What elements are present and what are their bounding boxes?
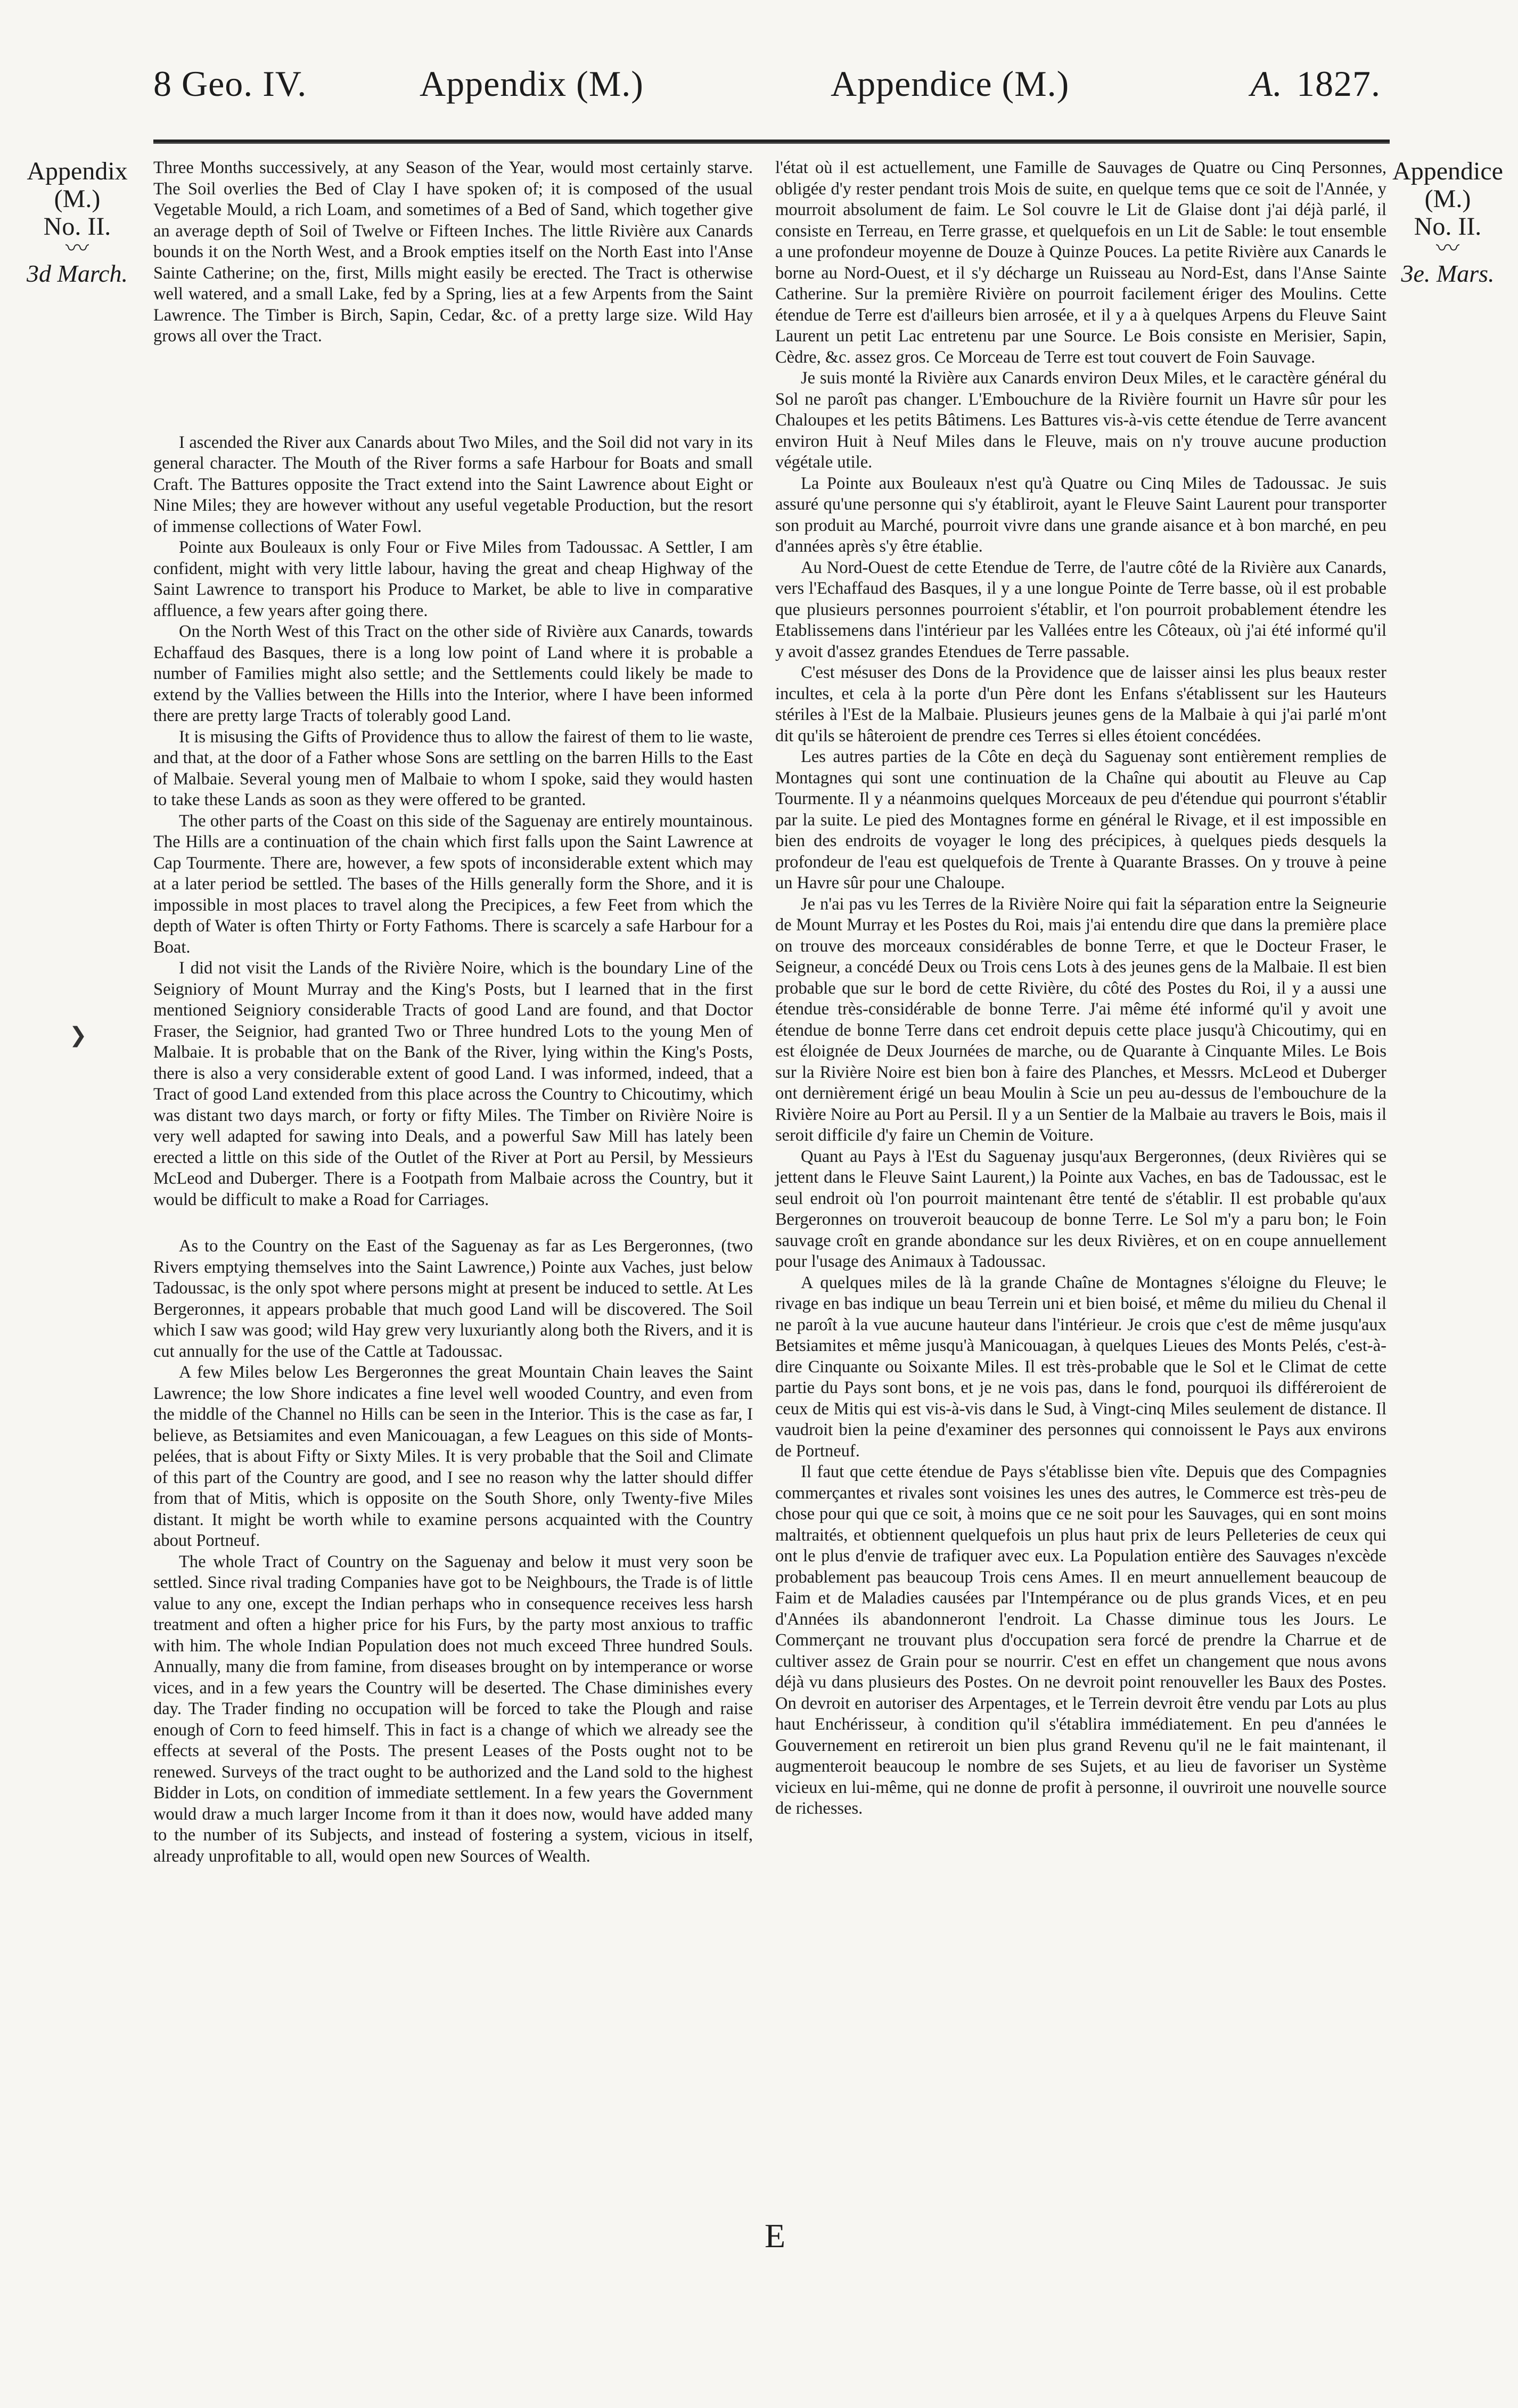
- paragraph: The other parts of the Coast on this side of the Saguenay are entirely mountainous. The Hills are a continuation of the chain which first falls upon the Saint Lawrence at Cap Tourmente. There are, however, a few spots of inconsiderable extent which may at a later period be settled. The bases of the Hills generally form the Shore, and it is impossible in most places to travel along the Precipices, a few Feet from which the depth of Water is often Thirty or Forty Fathoms. There is scarcely a safe Harbour for a Boat.: [153, 811, 753, 957]
- paragraph: Je suis monté la Rivière aux Canards environ Deux Miles, et le caractère général du Sol ne paroît pas changer. L'Embouchure de la Rivière fournit un Havre sûr pour les Chaloupes et les petits Bâtimens. Les Battures vis-à-vis cette étendue de Terre avancent environ Huit à Neuf Miles dans le Fleuve, mais on n'y trouve aucune production végétale utile.: [775, 368, 1386, 472]
- appendix-title-fr: Appendice (M.): [831, 63, 1070, 104]
- margin-appendice-letter: (M.): [1424, 185, 1471, 213]
- paragraph: A quelques miles de là la grande Chaîne de Montagnes s'éloigne du Fleuve; le rivage en bas indique un beau Terrein uni et bien boisé, et même du milieu du Chenal il ne paroît à la vue aucune hauteur dans l'intérieur. Je crois que c'est de même jusqu'aux Betsiamites et même jusqu'à Manicouagan, à quelques Lieues des Monts Pelés, c'est-à-dire Cinquante ou Soixante Miles. Il est très-probable que le Sol et le Climat de cette partie du Pays sont bons, et je ne vois pas, dans le fond, pourquoi ils différeroient de ceux de Mitis qui est vis-à-vis dans le Sud, à Vingt-cinq Miles seulement de distance. Il vaudroit bien la peine d'examiner des personnes qui connoissent le Pays aux environs de Portneuf.: [775, 1273, 1386, 1461]
- margin-date: 3e. Mars.: [1401, 260, 1495, 287]
- year-value: 1827.: [1297, 63, 1381, 104]
- english-column: [153, 158, 753, 1867]
- paragraph: The whole Tract of Country on the Saguenay and below it must very soon be settled. Since rival trading Companies have got to be Neighbours, the Trade is of little value to any one, except the Indian perhaps who in consequence receives less harsh treatment and often a higher price for his Furs, by the party most anxious to traffic with him. The whole Indian Population does not much exceed Three hundred Souls. Annually, many die from famine, from diseases brought on by intemperance or worse vices, and in a few years the Country will be deserted. The Chase diminishes every day. The Trader finding no occupation will be forced to take the Plough and raise enough of Corn to feed himself. This in fact is a change of which we already see the effects at several of the Posts. The present Leases of the Posts ought not to be renewed. Surveys of the tract ought to be authorized and the Land sold to the highest Bidder in Lots, on condition of immediate settlement. In a few years the Government would draw a much larger Income from it than it does now, would have added many to the number of its Subjects, and instead of fostering a system, vicious in itself, already unprofitable to all, would open new Sources of Wealth.: [153, 1552, 753, 1866]
- paragraph: As to the Country on the East of the Saguenay as far as Les Bergeronnes, (two Rivers emptying themselves into the Saint Lawrence,) Pointe aux Vaches, just below Tadoussac, is the only spot where persons might at present be induced to settle. At Les Bergeronnes, it appears probable that much good Land will be discovered. The Soil which I saw was good; wild Hay grew very luxuriantly along both the Rivers, and it is cut annually for the use of the Cattle at Tadoussac.: [153, 1236, 753, 1361]
- paragraph: It is misusing the Gifts of Providence thus to allow the fairest of them to lie waste, and that, at the door of a Father whose Sons are settling on the barren Hills to the East of Malbaie. Several young men of Malbaie to whom I spoke, said they would hasten to take these Lands as soon as they were offered to be granted.: [153, 727, 753, 809]
- paragraph: l'état où il est actuellement, une Famille de Sauvages de Quatre ou Cinq Personnes, obligée d'y rester pendant trois Mois de suite, en quelque tems que ce soit de l'Année, y mourroit absolument de faim. Le Sol couvre le Lit de Glaise dont j'ai déjà parlé, il consiste en Terreau, en Terre grasse, et quelquefois en un Lit de Sable: le tout ensemble a une profondeur moyenne de Douze à Quinze Pouces. La petite Rivière aux Canards le borne au Nord-Ouest, et il s'y décharge un Ruisseau au Nord-Est, dans l'Anse Sainte Catherine. Sur la première Rivière on pourroit facilement ériger des Moulins. Cette étendue de Terre est d'ailleurs bien arrosée, et il y a à quelques Arpens du Fleuve Saint Laurent un petit Lac entretenu par une Source. Le Bois consiste en Merisier, Sapin, Cèdre, &c. assez gros. Ce Morceau de Terre est tout couvert de Foin Sauvage.: [775, 158, 1386, 367]
- header-rule: [153, 140, 1390, 144]
- paragraph: On the North West of this Tract on the other side of Rivière aux Canards, towards Echaffaud des Basques, there is a long low point of Land where it is probable a number of Families might also settle; and the Settlements could likely be made to extend by the Vallies between the Hills into the Interior, where I have been informed there are pretty large Tracts of tolerably good Land.: [153, 622, 753, 725]
- margin-date: 3d March.: [27, 260, 128, 287]
- paragraph: I ascended the River aux Canards about Two Miles, and the Soil did not vary in its general character. The Mouth of the River forms a safe Harbour for Boats and small Craft. The Battures opposite the Tract extend into the Saint Lawrence about Eight or Nine Miles; they are however without any useful vegetable Production, but the resort of immense collections of Water Fowl.: [153, 432, 753, 536]
- page-year: [1250, 63, 1381, 105]
- paragraph: Quant au Pays à l'Est du Saguenay jusqu'aux Bergeronnes, (deux Rivières qui se jettent dans le Fleuve Saint Laurent,) la Pointe aux Vaches, en bas de Tadoussac, est le seul endroit où l'on pourroit maintenant être tenté de s'établir. Il est probable qu'aux Bergeronnes on trouveroit beaucoup de bonne Terre. Le Sol m'y a paru bon; le Foin sauvage croît en grande abondance sur les deux Rivières, et on en coupe annuellement pour l'usage des Animaux à Tadoussac.: [775, 1146, 1386, 1271]
- margin-appendix-letter: (M.): [54, 185, 101, 213]
- signature-mark: E: [765, 2217, 786, 2255]
- margin-appendice-number: No. II.: [1414, 212, 1482, 241]
- paragraph: Les autres parties de la Côte en deçà du Saguenay sont entièrement remplies de Montagnes qui sont une continuation de la Chaîne qui aboutit au Fleuve au Cap Tourmente. Il y a néanmoins quelques Morceaux de peu d'étendue qui pourront s'établir par la suite. Le pied des Montagnes forme en général le Rivage, et il est impossible en bien des endroits de voyager le long des précipices, à quelques pieds desquels la profondeur de l'eau est quelquefois de Trente à Quarante Brasses. On y trouve à peine un Havre sûr pour une Chaloupe.: [775, 747, 1386, 892]
- margin-note-left: [16, 158, 138, 288]
- appendix-title-en: Appendix (M.): [420, 63, 644, 104]
- paragraph: Au Nord-Ouest de cette Etendue de Terre, de l'autre côté de la Rivière aux Canards, vers l'Echaffaud des Basques, il y a une longue Pointe de Terre basse, où il est probable que plusieurs personnes pourroient s'établir, et l'on pourroit probablement étendre les Etablissemens dans l'intérieur par les Vallées entre les Côteaux, où j'ai été informé qu'il y avoit d'assez grandes Etendues de Terre passable.: [775, 558, 1386, 661]
- paragraph: C'est mésuser des Dons de la Providence que de laisser ainsi les plus beaux rester incultes, et cela à la porte d'un Père dont les Enfans s'établissent sur les Hauteurs stériles à l'Est de la Malbaie. Plusieurs jeunes gens de la Malbaie à qui j'ai parlé m'ont dit qu'ils se hâteroient de prendre ces Terres si elles étoient concédées.: [775, 663, 1386, 746]
- paragraph: Il faut que cette étendue de Pays s'établisse bien vîte. Depuis que des Compagnies commerçantes et rivales sont voisines les unes des autres, le Commerce est très-peu de chose pour qui que ce soit, à moins que ce ne soit pour les Sauvages, qui en sont moins maltraités, et obtiennent quelquefois un plus haut prix de leurs Pelleteries de ceux qui ont le plus d'envie de trafiquer avec eux. La Population entière des Sauvages n'excède probablement pas beaucoup Trois cens Ames. Il en meurt annuellement beaucoup de Faim et de Maladies causées par l'Intempérance ou de plus grands Vices, et en peu d'Années ils abandonneront l'endroit. La Chasse diminue tous les Jours. Le Commerçant ne trouvant plus d'occupation sera forcé de prendre la Charrue et de cultiver assez de Grain pour se nourrir. C'est en effet un changement que nous avons déjà vu dans plusieurs des Postes. On ne devroit point renouveller les Baux des Postes. On devroit en autoriser des Arpentages, et le Terrein devroit être vendu par Lots au plus haut Enchérisseur, à condition qu'il s'établira immédiatement. En peu d'années le Gouvernement en retireroit un bien plus grand Revenu qu'il ne le fait maintenant, il augmenteroit beaucoup le nombre de ses Sujets, et au lieu de favoriser un Système vicieux en lui-même, qui ne donne de profit à personne, il ouvriroit une nouvelle source de richesses.: [775, 1462, 1386, 1818]
- paragraph: La Pointe aux Bouleaux n'est qu'à Quatre ou Cinq Miles de Tadoussac. Je suis assuré qu'une personne qui s'y établiroit, ayant le Fleuve Saint Laurent pour transporter son produit au Marché, pourroit vivre dans une grande aisance et à bon marché, en peu d'années après s'y être établie.: [775, 473, 1386, 556]
- swirl-ornament-icon: 〰: [65, 235, 89, 261]
- margin-tick-mark-icon: ❯: [69, 1023, 87, 1047]
- paragraph: Je n'ai pas vu les Terres de la Rivière Noire qui fait la séparation entre la Seigneurie de Mount Murray et les Postes du Roi, mais j'ai entendu dire que dans la première place on trouve des morceaux considérables de bonne Terre, et que le Docteur Fraser, le Seigneur, a concédé Deux ou Trois cens Lots à des jeunes gens de la Malbaie. Il est bien probable que sur le bord de cette Rivière, du côté des Postes du Roi, il y a aussi une étendue très-considérable de bonne Terre. J'ai même été informé qu'il y avoit une étendue de bonne Terre dans cet endroit depuis cette place jusqu'à Chicoutimy, qui en est éloignée de Deux Journées de marche, ou de Quarante à Cinquante Miles. Le Bois sur la Rivière Noire est bien bon à faire des Planches, et Messrs. McLeod et Duberger ont dernièrement érigé un beau Moulin à Scie un peu au-dessus de l'embouchure de la Rivière Noire au Port au Persil. Il y a un Sentier de la Malbaie au travers le Bois, mais il seroit difficile d'y faire un Chemin de Voiture.: [775, 894, 1386, 1145]
- swirl-ornament-icon: 〰: [1436, 235, 1459, 261]
- paragraph: A few Miles below Les Bergeronnes the great Mountain Chain leaves the Saint Lawrence; the low Shore indicates a fine level well wooded Country, and even from the middle of the Channel no Hills can be seen in the Interior. This is the case as far, I believe, as Betsiamites and even Manicouagan, a few Leagues on this side of Monts-pelées, that is about Fifty or Sixty Miles. It is very probable that the Soil and Climate of this part of the Country are good, and I see no reason why the latter should differ from that of Mitis, which is opposite on the South Shore, only Twenty-five Miles distant. It might be worth while to examine persons acquainted with the Country about Portneuf.: [153, 1363, 753, 1550]
- column-gap: [153, 1210, 753, 1236]
- paragraph: Three Months successively, at any Season of the Year, would most certainly starve. The Soil overlies the Bed of Clay I have spoken of; it is composed of the usual Vegetable Mould, a rich Loam, and sometimes of a Bed of Sand, which together give an average depth of Soil of Twelve or Fifteen Inches. The little Rivière aux Canards bounds it on the North West, and a Brook empties itself on the North East into l'Anse Sainte Catherine; on the, first, Mills might easily be erected. The Tract is otherwise well watered, and a small Lake, fed by a Spring, lies at a few Arpents from the Saint Lawrence. The Timber is Birch, Sapin, Cedar, &c. of a pretty large size. Wild Hay grows all over the Tract.: [153, 158, 753, 346]
- year-prefix: A.: [1250, 63, 1283, 104]
- margin-appendix-number: No. II.: [43, 212, 111, 241]
- paragraph: I did not visit the Lands of the Rivière Noire, which is the boundary Line of the Seigniory of Mount Murray and the King's Posts, but I learned that in the first mentioned Seigniory considerable Tracts of good Land are found, and that Doctor Fraser, the Seignior, had granted Two or Three hundred Lots to the young Men of Malbaie. It is probable that on the Bank of the River, lying within the King's Posts, there is also a very considerable extent of good Land. I was informed, indeed, that a Tract of good Land extended from this place across the Country to Chicoutimy, which was distant two days march, or forty or fifty Miles. The Timber on Rivière Noire is very well adapted for sawing into Deals, and a powerful Saw Mill has lately been erected a little on this side of the Outlet of the River at Port au Persil, by Messieurs McLeod and Duberger. There is a Footpath from Malbaie across the Country, but it would be difficult to make a Road for Carriages.: [153, 959, 753, 1209]
- margin-note-right: [1386, 158, 1509, 288]
- page-header: [0, 0, 1518, 138]
- margin-appendice-label: Appendice: [1392, 157, 1503, 185]
- regnal-year: 8 Geo. IV.: [153, 63, 307, 104]
- french-column: [775, 158, 1386, 1820]
- paragraph: Pointe aux Bouleaux is only Four or Five Miles from Tadoussac. A Settler, I am confident, might with very little labour, having the great and cheap Highway of the Saint Lawrence to transport his Produce to Market, be able to live in comparative affluence, a few years after going there.: [153, 538, 753, 620]
- margin-appendix-label: Appendix: [27, 157, 128, 185]
- column-gap: [153, 347, 753, 432]
